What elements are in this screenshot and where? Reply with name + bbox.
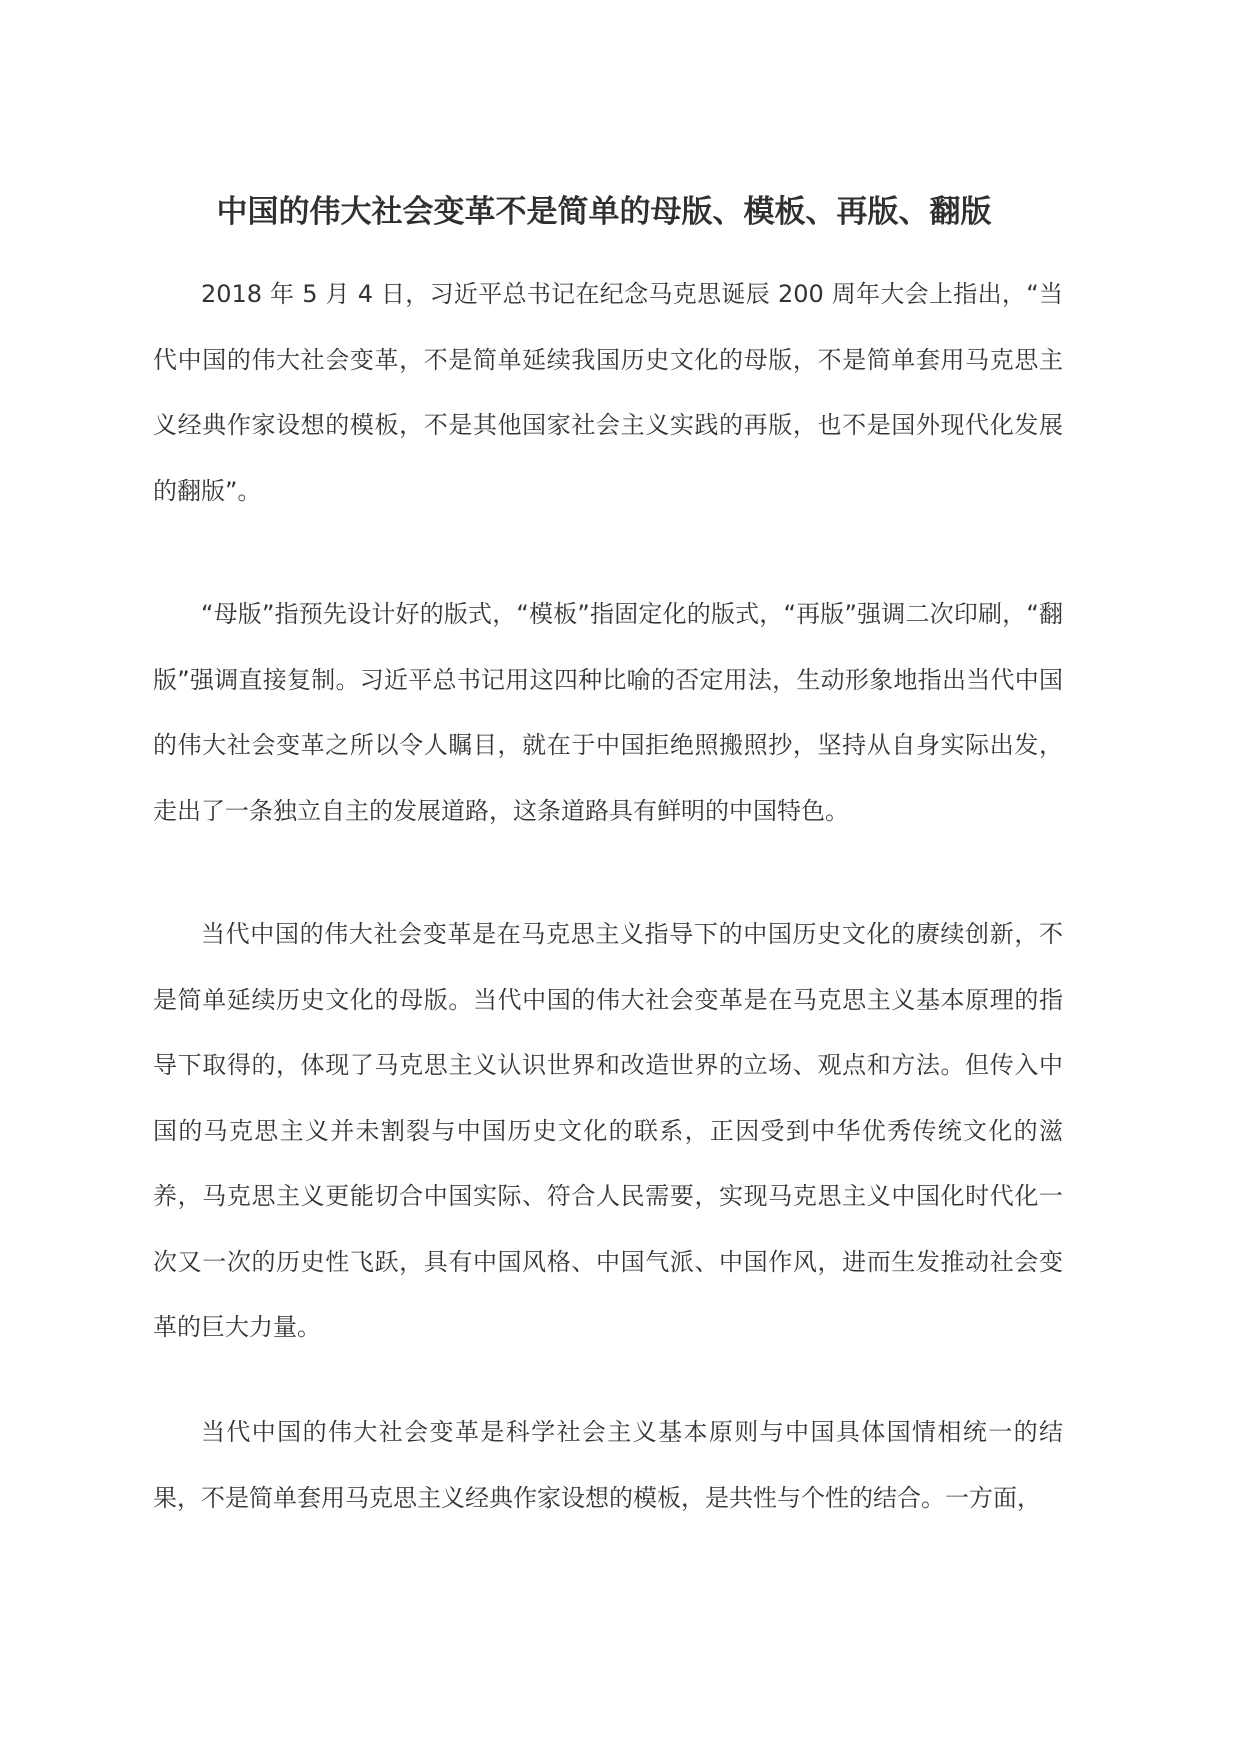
paragraph-3: 当代中国的伟大社会变革是在马克思主义指导下的中国历史文化的赓续创新，不是简单延续历史文化的母版。当代中国的伟大社会变革是在马克思主义基本原理的指导下取得的，体现了马克思主义认识世界和改造世界的立场、观点和方法。但传入中国的马克思主义并未割裂与中国历史文化的联系，正因受到中华优秀传统文化的滋养，马克思主义更能切合中国实际、符合人民需要，实现马克思主义中国化时代化一次又一次的历史性飞跃，具有中国风格、中国气派、中国作风，进而生发推动社会变革的巨大力量。 bbox=[153, 920, 1063, 1341]
paragraph-1: 2018 年 5 月 4 日，习近平总书记在纪念马克思诞辰 200 周年大会上指出，“当代中国的伟大社会变革，不是简单延续我国历史文化的母版，不是简单套用马克思主义经典作家设想的模板，不是其他国家社会主义实践的再版，也不是国外现代化发展的翻版”。 bbox=[153, 280, 1063, 505]
paragraph-4: 当代中国的伟大社会变革是科学社会主义基本原则与中国具体国情相统一的结果，不是简单套用马克思主义经典作家设想的模板，是共性与个性的结合。一方面， bbox=[153, 1418, 1063, 1512]
paragraph-2: “母版”指预先设计好的版式，“模板”指固定化的版式，“再版”强调二次印刷，“翻版”强调直接复制。习近平总书记用这四种比喻的否定用法，生动形象地指出当代中国的伟大社会变革之所以令人瞩目，就在于中国拒绝照搬照抄，坚持从自身实际出发，走出了一条独立自主的发展道路，这条道路具有鲜明的中国特色。 bbox=[153, 600, 1063, 825]
document-title: 中国的伟大社会变革不是简单的母版、模板、再版、翻版 bbox=[216, 194, 992, 230]
